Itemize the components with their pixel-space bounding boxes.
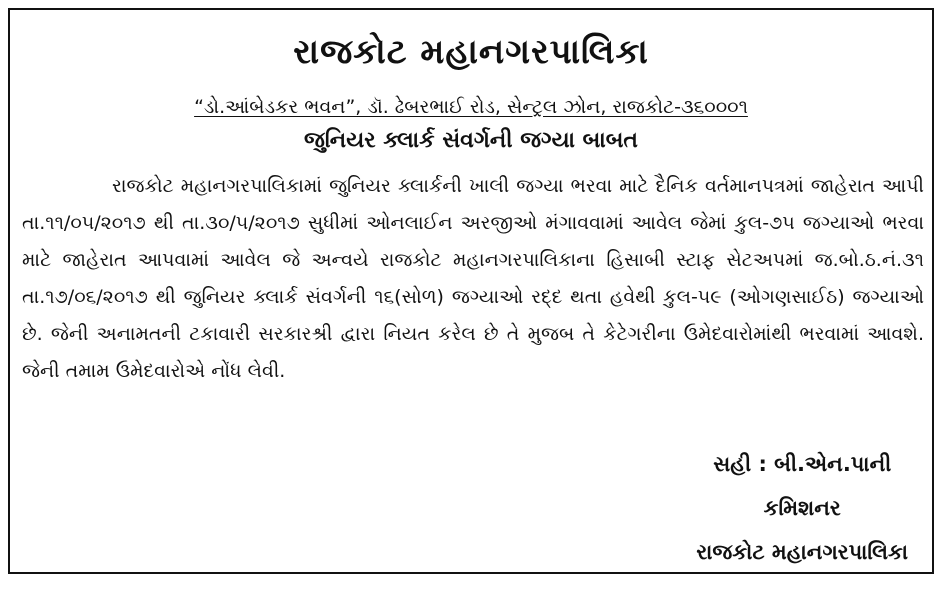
notice-subject: જુનિયર ક્લાર્ક સંવર્ગની જગ્યા બાબત — [304, 128, 638, 153]
signature-block — [696, 442, 908, 574]
signature-signed: સહી : બી.એન.પાની — [713, 452, 892, 476]
signature-designation: કમિશનર — [763, 496, 841, 520]
notice-body: રાજકોટ મહાનગરપાલિકામાં જુનિયર ક્લાર્કની ખાલી જગ્યા ભરવા માટે દૈનિક વર્તમાનપત્રમાં જાહેરાત આપી તા.૧૧/૦૫/૨૦૧૭ થી તા.૩૦/૫/૨૦૧૭ સુધીમાં ઓનલાઈન અરજીઓ મંગાવવામાં આવેલ જેમાં કુલ-૭૫ જગ્યાઓ ભરવા માટે જાહેરાત આપવામાં આવેલ જે અન્વયે રાજકોટ મહાનગરપાલિકાના હિસાબી સ્ટાફ સેટઅપમાં જ.બો.ઠ.નં.૩૧ તા.૧૭/૦૬/૨૦૧૭ થી જુનિયર ક્લાર્ક સંવર્ગની ૧૬(સોળ) જગ્યાઓ રદ્દ થતા હવેથી કુલ-૫૯ (ઓગણસાઈઠ) જગ્યાઓ છે. જેની અનામતની ટકાવારી સરકારશ્રી દ્વારા નિયત કરેલ છે તે મુજબ તે કેટેગરીના ઉમેદવારોમાંથી ભરવામાં આવશે. જેની તમામ ઉમેદવારોએ નોંધ લેવી. — [22, 175, 924, 382]
notice-title: રાજકોટ મહાનગરપાલિકા — [293, 32, 649, 72]
notice-address — [10, 96, 932, 118]
address-text: “ડો.આંબેડકર ભવન”, ડૉ. ઢેબરભાઈ રોડ, સેન્ટ્રલ ઝોન, રાજકોટ-૩૬૦૦૦૧ — [194, 96, 748, 118]
notice-frame — [8, 8, 934, 574]
signature-organization: રાજકોટ મહાનગરપાલિકા — [696, 540, 908, 564]
